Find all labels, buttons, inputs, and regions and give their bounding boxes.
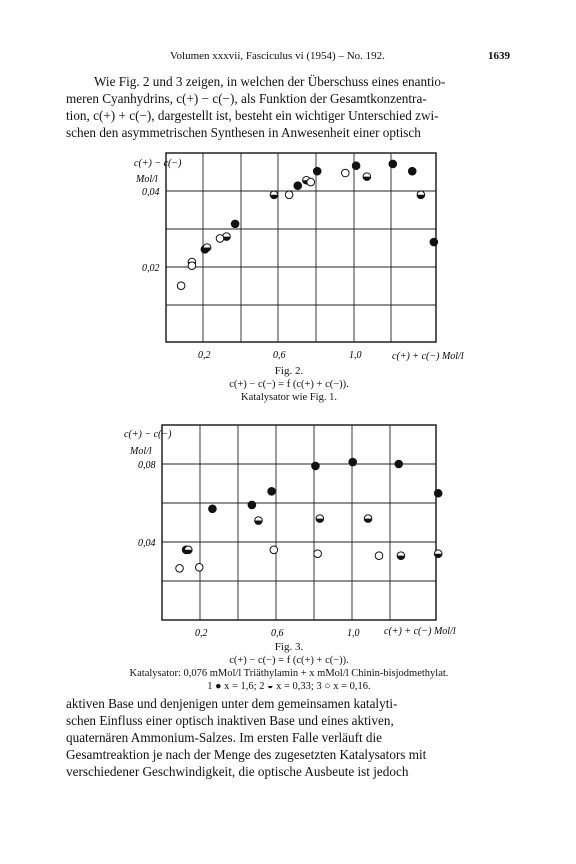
fig2-caption-formula: c(+) − c(−) = f (c(+) + c(−)). — [229, 379, 349, 390]
running-title: Volumen xxxvii, Fasciculus vi (1954) – No. 192. — [170, 50, 385, 62]
data-point-half — [316, 515, 324, 523]
x-tick-label: 0,2 — [198, 350, 211, 361]
data-point-filled — [268, 488, 276, 496]
x-tick-label: 0,6 — [271, 628, 284, 639]
data-point-open — [270, 546, 278, 554]
data-point-open — [188, 262, 196, 270]
data-point-open — [216, 235, 224, 243]
figure-2-plot — [142, 153, 438, 361]
data-point-filled — [313, 167, 321, 175]
x-tick-label: 0,2 — [195, 628, 208, 639]
y-tick-label: 0,04 — [142, 187, 160, 198]
plot-frame — [162, 425, 436, 620]
data-point-open — [341, 169, 349, 177]
fig2-caption — [66, 365, 512, 404]
data-point-open — [375, 552, 383, 560]
data-point-open — [314, 550, 322, 558]
data-point-filled — [395, 460, 403, 468]
data-point-half — [203, 244, 211, 252]
paragraph-line: quaternären Ammonium-Salzes. Im ersten Falle verläuft die — [66, 730, 383, 745]
data-point-filled — [294, 182, 302, 190]
data-point-filled — [231, 220, 239, 228]
data-point-open — [285, 191, 293, 199]
x-tick-label: 1,0 — [347, 628, 360, 639]
fig3-caption-formula: c(+) − c(−) = f (c(+) + c(−)). — [229, 655, 349, 666]
paragraph-line: Gesamtreaktion je nach der Menge des zugesetzten Katalysators mit — [66, 747, 427, 762]
paragraph-line: Wie Fig. 2 und 3 zeigen, in welchen der Überschuss eines enantio- — [94, 74, 446, 89]
fig2-x-label: c(+) + c(−) Mol/l — [392, 351, 464, 362]
paragraph-bottom — [66, 695, 512, 780]
fig2-caption-catalyst: Katalysator wie Fig. 1. — [241, 392, 337, 403]
running-header — [66, 50, 510, 66]
data-point-half — [270, 191, 278, 199]
plot-frame — [166, 153, 436, 342]
fig3-y-label: c(+) − c(−) — [124, 429, 172, 440]
paragraph-line: meren Cyanhydrins, c(+) − c(−), als Funktion der Gesamtkonzentra- — [66, 91, 427, 106]
data-point-half — [303, 176, 311, 184]
fig2-y-unit: Mol/l — [136, 174, 158, 185]
data-point-filled — [349, 458, 357, 466]
data-point-half — [255, 517, 263, 525]
paragraph-line: schen Einfluss einer optisch inaktiven Base und eines aktiven, — [66, 713, 394, 728]
data-point-open — [307, 178, 315, 186]
data-point-open — [176, 565, 184, 573]
fig3-caption-catalyst: Katalysator: 0,076 mMol/l Triäthylamin + x mMol/l Chinin-bisjodmethylat. — [129, 668, 449, 679]
fig2-caption-label: Fig. 2. — [274, 365, 304, 377]
data-point-half — [397, 552, 405, 560]
data-point-filled — [209, 505, 217, 513]
page-number: 1639 — [488, 50, 510, 62]
data-point-half — [434, 550, 442, 558]
fig2-y-label: c(+) − c(−) — [134, 158, 182, 169]
data-point-half — [417, 191, 425, 199]
fig3-y-unit: Mol/l — [130, 446, 152, 457]
paragraph-line: verschiedener Geschwindigkeit, die optische Ausbeute ist jedoch — [66, 764, 409, 779]
data-point-filled — [182, 546, 190, 554]
figure-3-plot — [138, 425, 442, 639]
data-point-half — [364, 515, 372, 523]
paragraph-line: schen den asymmetrischen Synthesen in Anwesenheit einer optisch — [66, 125, 421, 140]
data-point-filled — [389, 160, 397, 168]
data-point-open — [177, 282, 185, 290]
data-point-half — [188, 258, 196, 266]
y-tick-label: 0,04 — [138, 538, 156, 549]
x-tick-label: 1,0 — [349, 350, 362, 361]
fig3-caption-legend: 1 ● x = 1,6; 2 ◒ x = 0,33; 3 ○ x = 0,16. — [207, 681, 371, 692]
fig3-caption-label: Fig. 3. — [274, 641, 304, 653]
data-point-filled — [408, 167, 416, 175]
x-tick-label: 0,6 — [273, 350, 286, 361]
y-tick-label: 0,02 — [142, 263, 160, 274]
data-point-filled — [248, 501, 256, 509]
data-point-filled — [312, 462, 320, 470]
paragraph-line: aktiven Base und denjenigen unter dem gemeinsamen katalyti- — [66, 696, 398, 711]
data-point-filled — [352, 162, 360, 170]
data-point-filled — [430, 238, 438, 246]
data-point-filled — [434, 489, 442, 497]
data-point-half — [185, 546, 193, 554]
y-tick-label: 0,08 — [138, 460, 156, 471]
fig3-caption — [66, 641, 512, 693]
data-point-half — [363, 173, 371, 181]
paragraph-line: tion, c(+) + c(−), dargestellt ist, besteht ein wichtiger Unterschied zwi- — [66, 108, 439, 123]
data-point-half — [223, 233, 231, 241]
data-point-open — [195, 564, 203, 572]
fig3-x-label: c(+) + c(−) Mol/l — [384, 626, 456, 637]
data-point-filled — [201, 246, 209, 254]
paragraph-top — [66, 73, 512, 141]
